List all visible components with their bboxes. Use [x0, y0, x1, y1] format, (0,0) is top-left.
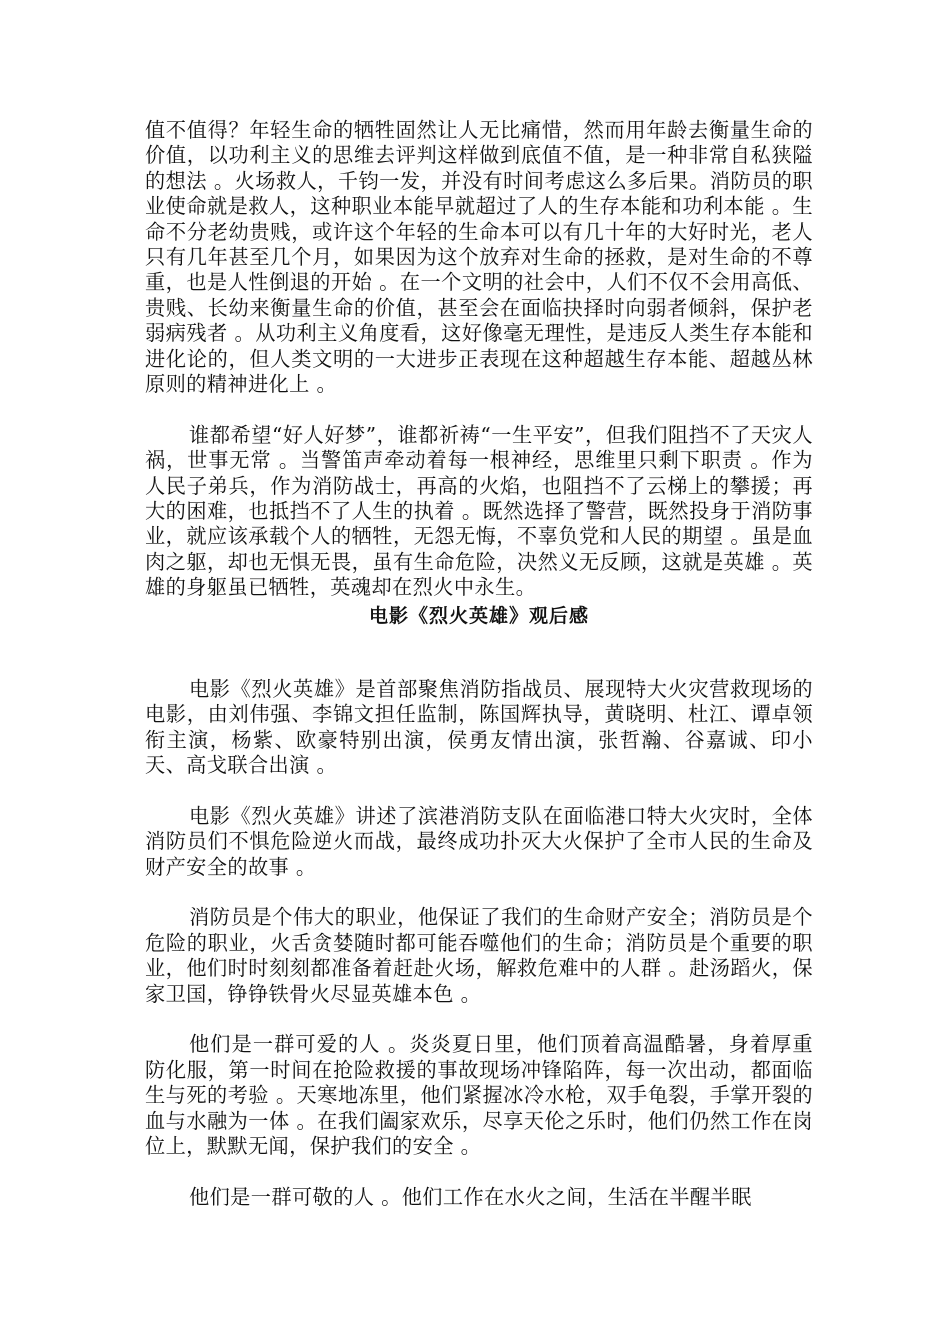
- paragraph-2: 谁都希望“好人好梦”，谁都祈祷“一生平安”，但我们阻挡不了天灾人祸，世事无常 。当警笛声牵动着每一根神经，思维里只剩下职责 。作为人民子弟兵，作为消防战士，再高的火焰，也阻挡不了云梯上的攀援；再大的困难，也抵挡不了人生的执着 。既然选择了警营，既然投身于消防事业，就应该承载个人的牺牲，无怨无悔，不辜负党和人民的期望 。虽是血肉之躯，却也无惧无畏，虽有生命危险，决然义无反顾，这就是英雄 。英雄的身躯虽已牺牲，英魂却在烈火中永生。: [145, 422, 813, 600]
- document-page: [145, 118, 813, 1210]
- paragraph-3: 电影《烈火英雄》是首部聚焦消防指战员、展现特大火灾营救现场的电影，由刘伟强、李锦文担任监制，陈国辉执导，黄晓明、杜江、谭卓领衔主演，杨紫、欧豪特别出演，侯勇友情出演，张哲瀚、谷嘉诚、印小天、高戈联合出演 。: [145, 676, 813, 777]
- paragraph-6: 他们是一群可爱的人 。炎炎夏日里，他们顶着高温酷暑，身着厚重防化服，第一时间在抢险救援的事故现场冲锋陷阵，每一次出动，都面临生与死的考验 。天寒地冻里，他们紧握冰冷水枪，双手龟裂，手掌开裂的血与水融为一体 。在我们阖家欢乐，尽享天伦之乐时，他们仍然工作在岗位上，默默无闻，保护我们的安全 。: [145, 1032, 813, 1158]
- paragraph-7: 他们是一群可敬的人 。他们工作在水火之间，生活在半醒半眠: [189, 1184, 752, 1209]
- paragraph-1: 值不值得？年轻生命的牺牲固然让人无比痛惜，然而用年龄去衡量生命的价值，以功利主义的思维去评判这样做到底值不值，是一种非常自私狭隘的想法 。火场救人，千钧一发，并没有时间考虑这么多后果。消防员的职业使命就是救人，这种职业本能早就超过了人的生存本能和功利本能 。生命不分老幼贵贱，或许这个年轻的生命本可以有几十年的大好时光，老人只有几年甚至几个月，如果因为这个放弃对生命的拯救，是对生命的不尊重，也是人性倒退的开始 。在一个文明的社会中，人们不仅不会用高低、贵贱、长幼来衡量生命的价值，甚至会在面临抉择时向弱者倾斜，保护老弱病残者 。从功利主义角度看，这好像毫无理性，是违反人类生存本能和进化论的，但人类文明的一大进步正表现在这种超越生存本能、超越丛林原则的精神进化上 。: [145, 118, 813, 397]
- paragraph-5: 消防员是个伟大的职业，他保证了我们的生命财产安全；消防员是个危险的职业，火舌贪婪随时都可能吞噬他们的生命；消防员是个重要的职业，他们时时刻刻都准备着赶赴火场，解救危难中的人群 。赴汤蹈火，保家卫国，铮铮铁骨火尽显英雄本色 。: [145, 905, 813, 1006]
- document-title: 电影《烈火英雄》观后感: [368, 604, 589, 627]
- paragraph-4: 电影《烈火英雄》讲述了滨港消防支队在面临港口特大火灾时，全体消防员们不惧危险逆火而战，最终成功扑灭大火保护了全市人民的生命及财产安全的故事 。: [145, 803, 813, 879]
